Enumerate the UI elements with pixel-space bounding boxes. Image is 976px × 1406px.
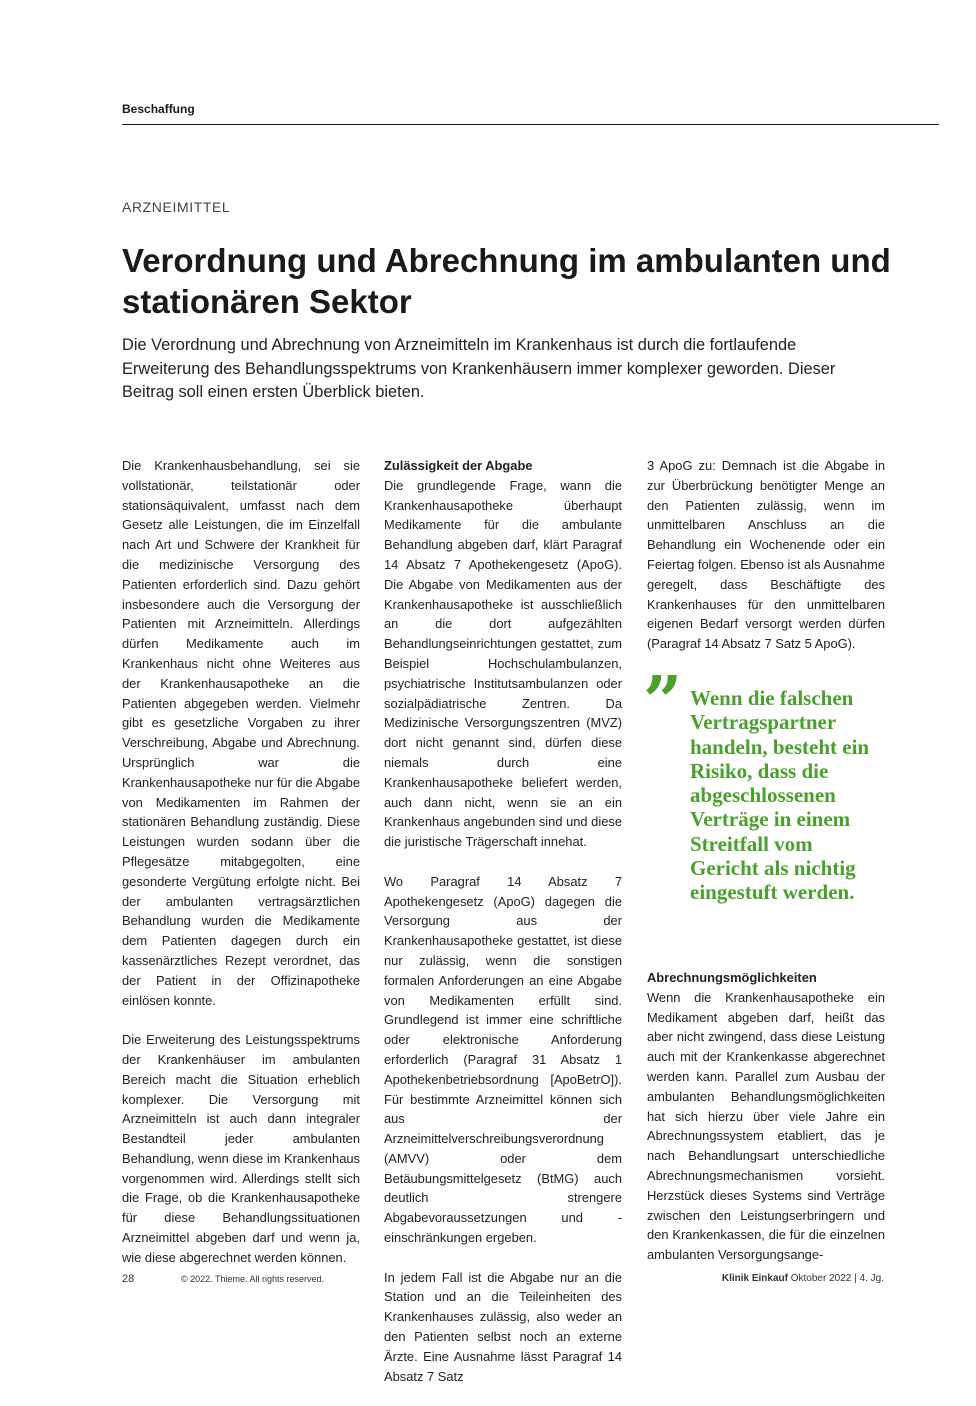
separator: | — [854, 1273, 857, 1284]
paragraph: 3 ApoG zu: Demnach ist die Abgabe in zur Überbrückung benötigter Menge an den Patienten zulässig, wenn im unmittelbaren Anschluss an die Behandlung ein Wochenende oder ein Feiertag folgen. Ebenso ist als Ausnahme geregelt, dass Beschäftigte des Krankenhauses für den unmittelbaren eigenen Bedarf versorgt werden dürfen (Paragraf 14 Absatz 7 Satz 5 ApoG). — [647, 458, 885, 652]
paragraph: In jedem Fall ist die Abgabe nur an die Station und an die Teileinheiten des Krankenhauses zulässig, also weder an den Patienten selbst noch an externe Ärzte. Eine Ausnahme lässt Paragraf 14 Absatz 7 Satz — [384, 1269, 622, 1384]
journal-name: Klinik Einkauf — [721, 1273, 788, 1284]
subheading-zulaessigkeit: Zulässigkeit der Abgabe — [384, 458, 533, 473]
paragraph: Die Erweiterung des Leistungsspektrums der Krankenhäuser im ambulanten Bereich macht die Situation erheblich komplexer. Die Versorgung mit Arzneimitteln ist auch dann integraler Bestandteil jeder ambulanten Behandlung, wenn diese im Krankenhaus vorgenommen wird. Allerdings stellt sich die Frage, ob die Krankenhausapotheke für diese Behandlungssituationen Arzneimittel abgeben darf und wenn ja, wie diese abgerechnet werden können. — [122, 1032, 360, 1265]
article-rubric: ARZNEIMITTEL — [122, 199, 231, 215]
issue-date: Oktober 2022 — [790, 1273, 852, 1284]
text-column-3 — [647, 456, 885, 674]
journal-info — [722, 1273, 884, 1284]
article-headline: Verordnung und Abrechnung im ambulanten und stationären Sektor — [122, 242, 891, 320]
volume: 4. Jg. — [859, 1273, 884, 1284]
article-lead: Die Verordnung und Abrechnung von Arzneimitteln im Krankenhaus ist durch die fortlaufende Erweiterung des Behandlungsspektrums von Krankenhäusern immer komplexer geworden. Dieser Beitrag soll einen ersten Überblick bieten. — [122, 336, 836, 401]
text-column-1 — [122, 456, 360, 1287]
header-rule — [122, 124, 939, 125]
text-column-2 — [384, 456, 622, 1406]
text-column-3-lower — [647, 968, 885, 1265]
paragraph: Die grundlegende Frage, wann die Krankenhausapotheke überhaupt Medikamente für die ambulante Behandlung abgeben darf, klärt Paragraf 14 Absatz 7 Apothekengesetz (ApoG). Die Abgabe von Medikamenten aus der Krankenhausapotheke ist ausschließlich an die dort aufgezählten Behandlungseinrichtungen gestattet, zum Beispiel Hochschulambulanzen, psychiatrische Institutsambulanzen oder sozialpädiatrische Zentren. Da Medizinische Versorgungszentren (MVZ) dort nicht genannt sind, dürfen diese niemals durch eine Krankenhausapotheke beliefert werden, auch dann nicht, wenn sie an ein Krankenhaus angebunden sind und diese die juristische Trägerschaft innehat. — [384, 477, 622, 850]
paragraph: Die Krankenhausbehandlung, sei sie vollstationär, teilstationär oder stationsäquivalent, umfasst nach dem Gesetz alle Leistungen, die im Einzelfall nach Art und Schwere der Krankheit für die medizinische Versorgung des Patienten erforderlich sind. Dazu gehört insbesondere auch die Versorgung der Patienten mit Arzneimitteln. Allerdings dürfen Medikamente auch im Krankenhaus nicht ohne Weiteres aus der Krankenhausapotheke an die Patienten abgegeben werden. Vielmehr gibt es gesetzliche Vorgaben zu ihrer Verschreibung, Abgabe und Abrechnung. Ursprünglich war die Krankenhausapotheke nur für die Abgabe von Medikamenten im Rahmen der stationären Behandlung zuständig. Diese Leistungen wurden sodann über die Pflegesätze mitabgegolten, eine gesonderte Vergütung erfolgte nicht. Bei der ambulanten vertragsärztlichen Behandlung wurden die Medikamente dem Patienten dagegen durch ein kassenärztliches Rezept verordnet, das der Patient in der Offizinapotheke einlösen konnte. — [122, 458, 360, 1008]
page-number: 28 — [122, 1273, 135, 1285]
quote-mark-icon: ” — [643, 662, 683, 742]
copyright: © 2022. Thieme. All rights reserved. — [181, 1274, 325, 1284]
paragraph: Wenn die Krankenhausapotheke ein Medikament abgeben darf, heißt das aber nicht zwingend, dass diese Leistung auch mit der Krankenkasse abgerechnet werden kann. Parallel zum Ausbau der ambulanten Behandlungsmöglichkeiten hat sich hierzu über viele Jahre ein Abrechnungssystem etabliert, das je nach Behandlungsart unterschiedliche Abrechnungsmechanismen vorsieht. Herzstück dieses Systems sind Verträge zwischen den Leistungserbringern und den Krankenkassen, die für die einzelnen ambulanten Versorgungsange- — [647, 989, 885, 1263]
subheading-abrechnung: Abrechnungsmöglichkeiten — [647, 970, 817, 985]
section-label: Beschaffung — [122, 102, 195, 116]
pull-quote: Wenn die falschen Vertragspartner handeln, besteht ein Risiko, dass die abgeschlossenen Verträge in einem Streitfall vom Gericht als nichtig eingestuft werden. — [690, 686, 870, 905]
paragraph: Wo Paragraf 14 Absatz 7 Apothekengesetz (ApoG) dagegen die Versorgung aus der Krankenhausapotheke gestattet, ist diese nur zulässig, wenn die sonstigen formalen Anforderungen an eine Abgabe von Medikamenten erfüllt sind. Grundlegend ist immer eine schriftliche oder elektronische Anforderung erforderlich (Paragraf 31 Absatz 1 Apothekenbetriebsordnung [ApoBetrO]). Für bestimmte Arzneimittel können sich aus der Arzneimittelverschreibungsverordnung (AMVV) oder dem Betäubungsmittelgesetz (BtMG) auch deutlich strengere Abgabevoraussetzungen und -einschränkungen ergeben. — [384, 873, 622, 1246]
